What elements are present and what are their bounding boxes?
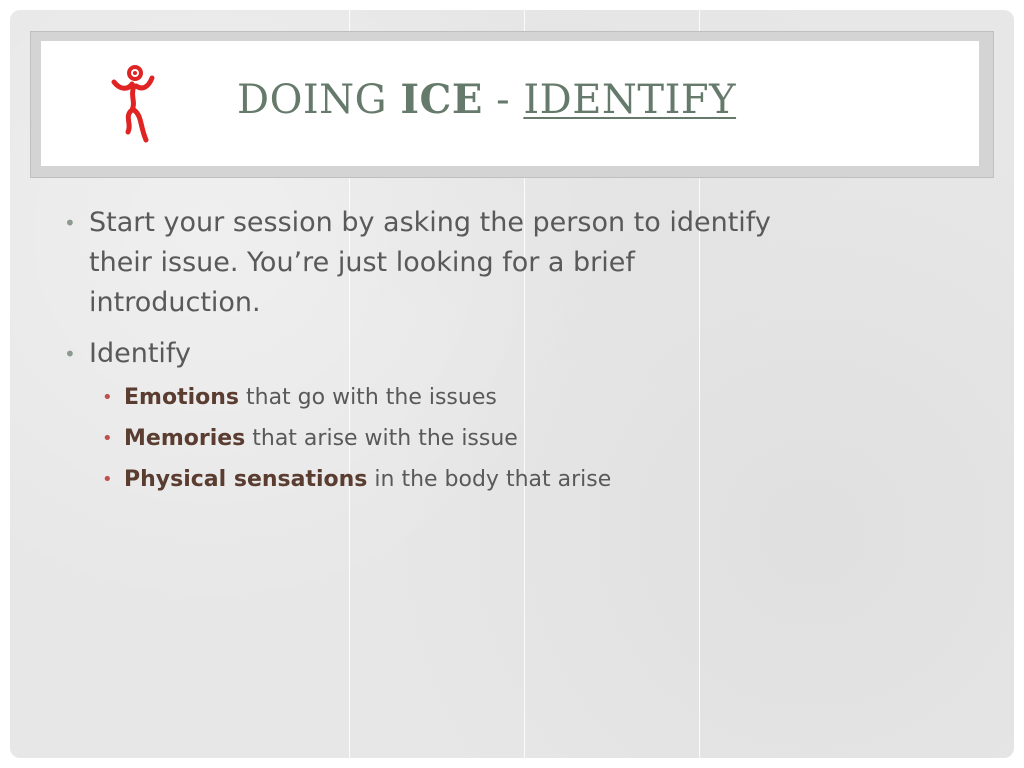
dancing-figure-logo-icon	[106, 60, 162, 144]
list-item	[64, 203, 909, 323]
list-item	[64, 334, 909, 374]
bullet-dot-icon: •	[64, 211, 76, 235]
list-item-text: Identify	[89, 338, 191, 369]
sub-list-item-text: that go with the issues	[239, 385, 497, 410]
list-item-line: their issue. You’re just looking for a brief	[89, 247, 635, 278]
bullet-dot-icon: •	[102, 428, 113, 449]
list-item-line: introduction.	[89, 287, 261, 318]
title-part: DOING	[237, 77, 401, 123]
bullet-dot-icon: •	[64, 342, 76, 366]
sub-list-item	[102, 464, 612, 496]
sub-list-item-bold: Memories	[124, 426, 246, 451]
sub-list-item-bold: Physical sensations	[124, 467, 368, 492]
sub-list-item	[102, 382, 497, 414]
sub-list-item-text: in the body that arise	[367, 467, 612, 492]
title-part: ICE	[400, 76, 483, 123]
bullet-dot-icon: •	[102, 469, 113, 490]
bullet-dot-icon: •	[102, 387, 113, 408]
sub-list-item-bold: Emotions	[124, 385, 239, 410]
title-part: -	[482, 77, 524, 123]
page-title	[237, 76, 736, 124]
title-part: IDENTIFY	[523, 77, 737, 123]
sub-list-item-text: that arise with the issue	[245, 426, 518, 451]
sub-list-item	[102, 423, 518, 455]
list-item-line: Start your session by asking the person to identify	[89, 207, 771, 238]
